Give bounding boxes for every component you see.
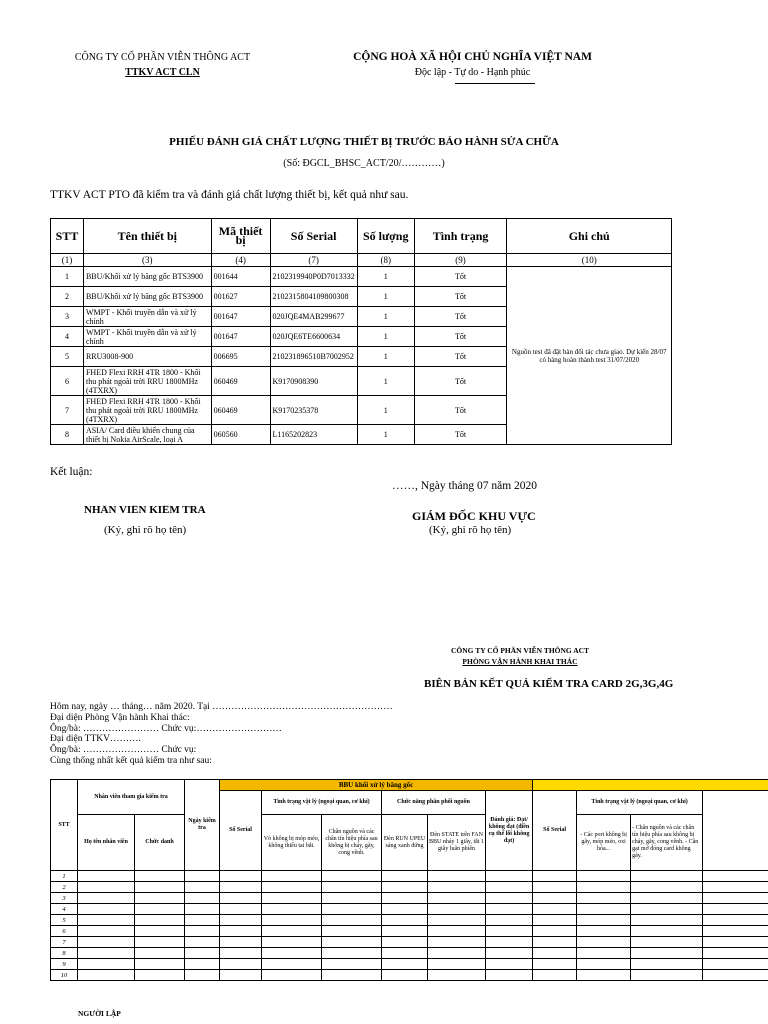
row-cell — [577, 871, 631, 882]
row-cell — [486, 970, 533, 981]
row-cell — [220, 915, 262, 926]
row-cell — [322, 937, 382, 948]
row-cell — [262, 882, 322, 893]
h-extra — [703, 791, 768, 871]
sign-date: ……, Ngày tháng 07 năm 2020 — [392, 480, 538, 492]
row-serial: 020JQE6TE6600634 — [270, 327, 357, 347]
row-code: 001647 — [211, 307, 270, 327]
row-cell — [533, 904, 577, 915]
row-cell — [631, 893, 703, 904]
row-cell — [220, 948, 262, 959]
row-name: FHED Flexi RRH 4TR 1800 - Khối thu phát ngoài trời RRU 1800MHz (4TXRX) — [83, 367, 211, 396]
row-cell — [220, 904, 262, 915]
info-line: Đại diện TTKV………. — [50, 734, 141, 745]
row-cell — [262, 926, 322, 937]
row-cell — [185, 970, 220, 981]
col-code: Mã thiết bị — [211, 219, 270, 254]
row-cell — [428, 871, 486, 882]
row-serial: 020JQE4MAB299677 — [270, 307, 357, 327]
row-cell — [428, 970, 486, 981]
row-cell — [703, 948, 768, 959]
row-cell — [533, 926, 577, 937]
row-cell — [382, 871, 428, 882]
row-cell — [703, 959, 768, 970]
info-line: Ông/bà: …………………… Chức vụ: — [50, 745, 197, 756]
table-row — [51, 893, 768, 904]
motto-underline — [455, 83, 535, 84]
row-cell — [185, 915, 220, 926]
row-cell — [703, 871, 768, 882]
row-cell — [185, 893, 220, 904]
row-code: 001644 — [211, 267, 270, 287]
h-func-2: Đèn STATE trên FAN BBU nháy 1 giây, tắt 1 giây luân phiên — [428, 815, 486, 871]
row-code: 060560 — [211, 425, 270, 445]
row-cell — [135, 882, 185, 893]
table-row — [51, 871, 768, 882]
row-cell — [322, 926, 382, 937]
row-cell — [78, 904, 135, 915]
row-cell — [631, 970, 703, 981]
row-cell — [428, 893, 486, 904]
row-cell — [322, 904, 382, 915]
row-cell — [185, 959, 220, 970]
row-cell — [322, 970, 382, 981]
row-stt: 2 — [51, 287, 84, 307]
row-cell — [382, 904, 428, 915]
h-stt: STT — [51, 780, 78, 871]
row-cell — [382, 893, 428, 904]
row-stt: 4 — [51, 327, 84, 347]
row-cell — [577, 959, 631, 970]
row-cell — [322, 893, 382, 904]
company-name: CÔNG TY CỔ PHẦN VIỄN THÔNG ACT — [74, 52, 251, 63]
row-qty: 1 — [357, 287, 414, 307]
row-qty: 1 — [357, 396, 414, 425]
row-cell — [428, 948, 486, 959]
h-serial: Số Serial — [220, 791, 262, 871]
row-cell — [185, 871, 220, 882]
row-cell — [382, 882, 428, 893]
row-status: Tốt — [414, 287, 507, 307]
row-status: Tốt — [414, 425, 507, 445]
sign-left-note: (Ký, ghi rõ họ tên) — [104, 524, 187, 536]
sign-right-title: GIÁM ĐỐC KHU VỰC — [412, 509, 536, 523]
h-eval: Đánh giá: Đạt/ không đạt (điền cụ thể lỗi không đạt) — [486, 791, 533, 871]
row-code: 001627 — [211, 287, 270, 307]
equipment-table — [50, 218, 672, 445]
table-row — [51, 882, 768, 893]
row-cell — [262, 959, 322, 970]
card-check-table — [50, 779, 768, 981]
row-cell — [322, 959, 382, 970]
doc2-dept: PHÒNG VẬN HÀNH KHAI THÁC — [462, 657, 578, 666]
row-cell — [78, 871, 135, 882]
row-stt: 6 — [51, 926, 78, 937]
sign-right-note: (Ký, ghi rõ họ tên) — [429, 524, 512, 536]
row-cell — [262, 871, 322, 882]
row-cell — [428, 937, 486, 948]
row-status: Tốt — [414, 267, 507, 287]
row-code: 060469 — [211, 396, 270, 425]
row-cell — [185, 882, 220, 893]
row-cell — [185, 926, 220, 937]
row-cell — [428, 959, 486, 970]
row-cell — [631, 915, 703, 926]
row-qty: 1 — [357, 327, 414, 347]
row-serial: 2102315804109800308 — [270, 287, 357, 307]
row-cell — [135, 926, 185, 937]
col-serial: Số Serial — [270, 219, 357, 254]
row-stt: 7 — [51, 937, 78, 948]
row-cell — [262, 904, 322, 915]
row-cell — [577, 882, 631, 893]
h-serial-2: Số Serial — [533, 791, 577, 871]
row-status: Tốt — [414, 396, 507, 425]
row-cell — [577, 970, 631, 981]
row-name: WMPT - Khối truyền dẫn và xử lý chính — [83, 307, 211, 327]
row-cell — [533, 893, 577, 904]
row-cell — [486, 893, 533, 904]
row-cell — [533, 937, 577, 948]
row-cell — [220, 937, 262, 948]
row-cell — [577, 904, 631, 915]
col-number: (8) — [357, 254, 414, 267]
table-row — [51, 948, 768, 959]
info-line: Cùng thống nhất kết quả kiểm tra như sau: — [50, 755, 212, 766]
row-cell — [703, 882, 768, 893]
row-cell — [577, 926, 631, 937]
h-physical-2: Tình trạng vật lý (ngoại quan, cơ khí) — [577, 791, 703, 815]
row-code: 006695 — [211, 347, 270, 367]
h-p2b: - Chân nguồn và các chân tín hiệu phía sau không bị cháy, gãy, cong vênh. - Cần gạt mở đóng card không gãy. — [631, 815, 703, 871]
creator-label: NGƯỜI LẬP — [78, 1009, 121, 1018]
row-name: ASIA/ Card điều khiển chung của thiết bị Nokia AirScale, loại A — [83, 425, 211, 445]
doc2-company: CÔNG TY CỔ PHẦN VIỄN THÔNG ACT — [450, 646, 590, 655]
row-cell — [382, 970, 428, 981]
h-phys-1: Vỏ không bị móp méo, không thiếu tai bắt. — [262, 815, 322, 871]
row-cell — [262, 937, 322, 948]
row-cell — [78, 915, 135, 926]
row-serial: K9170235378 — [270, 396, 357, 425]
row-cell — [486, 959, 533, 970]
row-cell — [703, 904, 768, 915]
col-number: (4) — [211, 254, 270, 267]
row-stt: 1 — [51, 871, 78, 882]
row-status: Tốt — [414, 367, 507, 396]
row-cell — [486, 937, 533, 948]
row-code: 060469 — [211, 367, 270, 396]
row-cell — [428, 926, 486, 937]
h-staff-position: Chức danh — [135, 815, 185, 871]
row-cell — [382, 948, 428, 959]
row-stt: 5 — [51, 347, 84, 367]
row-stt: 9 — [51, 959, 78, 970]
row-stt: 8 — [51, 425, 84, 445]
table-row — [51, 970, 768, 981]
row-cell — [220, 959, 262, 970]
row-cell — [322, 915, 382, 926]
row-cell — [220, 871, 262, 882]
row-cell — [486, 926, 533, 937]
row-cell — [703, 937, 768, 948]
row-serial: 2102319940P0D7013332 — [270, 267, 357, 287]
doc1-intro: TTKV ACT PTO đã kiểm tra và đánh giá chất lượng thiết bị, kết quả như sau. — [50, 189, 409, 201]
row-cell — [577, 948, 631, 959]
row-cell — [135, 915, 185, 926]
info-line: Đại diện Phòng Vận hành Khai thác: — [50, 712, 190, 723]
h-phys-2: Chân nguồn và các chân tín hiệu phía sau không bị cháy, gãy, cong vênh. — [322, 815, 382, 871]
row-name: RRU3008-900 — [83, 347, 211, 367]
row-serial: K9170908390 — [270, 367, 357, 396]
row-cell — [631, 882, 703, 893]
col-number: (9) — [414, 254, 507, 267]
row-cell — [631, 937, 703, 948]
col-status: Tình trạng — [414, 219, 507, 254]
row-cell — [135, 904, 185, 915]
doc2-title: BIÊN BẢN KẾT QUẢ KIỂM TRA CARD 2G,3G,4G — [424, 678, 674, 690]
row-cell — [486, 871, 533, 882]
row-cell — [220, 970, 262, 981]
row-cell — [533, 959, 577, 970]
table-row — [51, 926, 768, 937]
unit-name: TTKV ACT CLN — [125, 67, 200, 78]
sign-left-title: NHÂN VIÊN KIỂM TRA — [84, 505, 206, 516]
row-qty: 1 — [357, 425, 414, 445]
row-cell — [135, 871, 185, 882]
row-cell — [533, 948, 577, 959]
conclusion-label: Kết luận: — [50, 466, 93, 478]
row-status: Tốt — [414, 327, 507, 347]
row-code: 001647 — [211, 327, 270, 347]
row-cell — [533, 871, 577, 882]
row-cell — [382, 915, 428, 926]
row-stt: 6 — [51, 367, 84, 396]
row-cell — [220, 893, 262, 904]
col-name: Tên thiết bị — [83, 219, 211, 254]
row-stt: 10 — [51, 970, 78, 981]
row-cell — [382, 959, 428, 970]
table-row — [51, 904, 768, 915]
col-number: (10) — [507, 254, 672, 267]
row-cell — [577, 893, 631, 904]
row-name: BBU/Khối xử lý băng gốc BTS3900 — [83, 267, 211, 287]
col-note: Ghi chú — [507, 219, 672, 254]
row-stt: 4 — [51, 904, 78, 915]
row-cell — [631, 926, 703, 937]
table-row — [51, 267, 672, 287]
h-func-1: Đèn RUN UPEU sáng xanh đứng — [382, 815, 428, 871]
row-cell — [631, 959, 703, 970]
row-cell — [486, 948, 533, 959]
h-staff: Nhân viên tham gia kiểm tra — [78, 780, 185, 815]
row-cell — [533, 882, 577, 893]
row-cell — [262, 915, 322, 926]
row-cell — [78, 893, 135, 904]
row-cell — [262, 948, 322, 959]
row-cell — [631, 948, 703, 959]
row-cell — [322, 871, 382, 882]
row-name: WMPT - Khối truyền dẫn và xử lý chính — [83, 327, 211, 347]
col-number: (3) — [83, 254, 211, 267]
row-cell — [135, 970, 185, 981]
row-status: Tốt — [414, 347, 507, 367]
row-cell — [185, 948, 220, 959]
row-stt: 8 — [51, 948, 78, 959]
row-cell — [428, 915, 486, 926]
row-cell — [631, 871, 703, 882]
row-cell — [220, 926, 262, 937]
row-cell — [78, 926, 135, 937]
row-cell — [486, 882, 533, 893]
row-cell — [78, 948, 135, 959]
row-cell — [382, 937, 428, 948]
row-cell — [262, 893, 322, 904]
doc1-number: (Số: ĐGCL_BHSC_ACT/20/…………) — [283, 158, 445, 169]
col-number: (1) — [51, 254, 84, 267]
row-stt: 5 — [51, 915, 78, 926]
row-cell — [135, 937, 185, 948]
row-cell — [533, 915, 577, 926]
h-date: Ngày kiểm tra — [185, 780, 220, 871]
row-cell — [703, 970, 768, 981]
row-cell — [703, 926, 768, 937]
row-stt: 2 — [51, 882, 78, 893]
h-p2a: - Các port không bị gãy, móp méo, oxi hóa... — [577, 815, 631, 871]
row-serial: 210231896510B7002952 — [270, 347, 357, 367]
row-cell — [78, 959, 135, 970]
row-cell — [78, 937, 135, 948]
col-number: (7) — [270, 254, 357, 267]
group-next — [533, 780, 768, 791]
doc2-info — [50, 702, 393, 767]
row-cell — [428, 904, 486, 915]
row-stt: 3 — [51, 893, 78, 904]
col-stt: STT — [51, 219, 84, 254]
row-cell — [577, 937, 631, 948]
row-cell — [428, 882, 486, 893]
row-cell — [185, 937, 220, 948]
motto: Độc lập - Tự do - Hạnh phúc — [414, 67, 531, 78]
row-cell — [322, 948, 382, 959]
row-cell — [486, 915, 533, 926]
h-function: Chức năng phân phối nguồn — [382, 791, 486, 815]
row-cell — [78, 970, 135, 981]
row-name: BBU/Khối xử lý băng gốc BTS3900 — [83, 287, 211, 307]
row-stt: 7 — [51, 396, 84, 425]
row-cell — [631, 904, 703, 915]
row-cell — [322, 882, 382, 893]
row-name: FHED Flexi RRH 4TR 1800 - Khối thu phát ngoài trời RRU 1800MHz (4TXRX) — [83, 396, 211, 425]
col-qty: Số lượng — [357, 219, 414, 254]
row-cell — [135, 959, 185, 970]
row-cell — [533, 970, 577, 981]
row-serial: L1165202823 — [270, 425, 357, 445]
info-line: Hôm nay, ngày … tháng… năm 2020. Tại ………………………………………………… — [50, 702, 393, 712]
row-cell — [262, 970, 322, 981]
row-note: Nguồn test đã đặt bàn đối tác chưa giao. Dự kiến 28/07 có hàng hoàn thành test 31/07/2020 — [507, 267, 672, 445]
doc1-title: PHIẾU ĐÁNH GIÁ CHẤT LƯỢNG THIẾT BỊ TRƯỚC BẢO HÀNH SỬA CHỮA — [169, 136, 559, 148]
row-cell — [486, 904, 533, 915]
republic-title: CỘNG HOÀ XÃ HỘI CHỦ NGHĨA VIỆT NAM — [353, 51, 592, 63]
row-cell — [135, 948, 185, 959]
table-row — [51, 959, 768, 970]
row-cell — [78, 882, 135, 893]
group-bbu: BBU khối xử lý băng gốc — [220, 780, 533, 791]
h-staff-name: Họ tên nhân viên — [78, 815, 135, 871]
row-stt: 1 — [51, 267, 84, 287]
table-row — [51, 937, 768, 948]
row-cell — [703, 893, 768, 904]
row-cell — [185, 904, 220, 915]
row-qty: 1 — [357, 347, 414, 367]
row-cell — [703, 915, 768, 926]
row-qty: 1 — [357, 267, 414, 287]
h-physical: Tình trạng vật lý (ngoại quan, cơ khí) — [262, 791, 382, 815]
row-stt: 3 — [51, 307, 84, 327]
row-cell — [382, 926, 428, 937]
table-row — [51, 915, 768, 926]
row-cell — [577, 915, 631, 926]
info-line: Ông/bà: …………………… Chức vụ:……………………… — [50, 723, 282, 734]
row-cell — [135, 893, 185, 904]
row-qty: 1 — [357, 307, 414, 327]
row-status: Tốt — [414, 307, 507, 327]
row-cell — [220, 882, 262, 893]
row-qty: 1 — [357, 367, 414, 396]
